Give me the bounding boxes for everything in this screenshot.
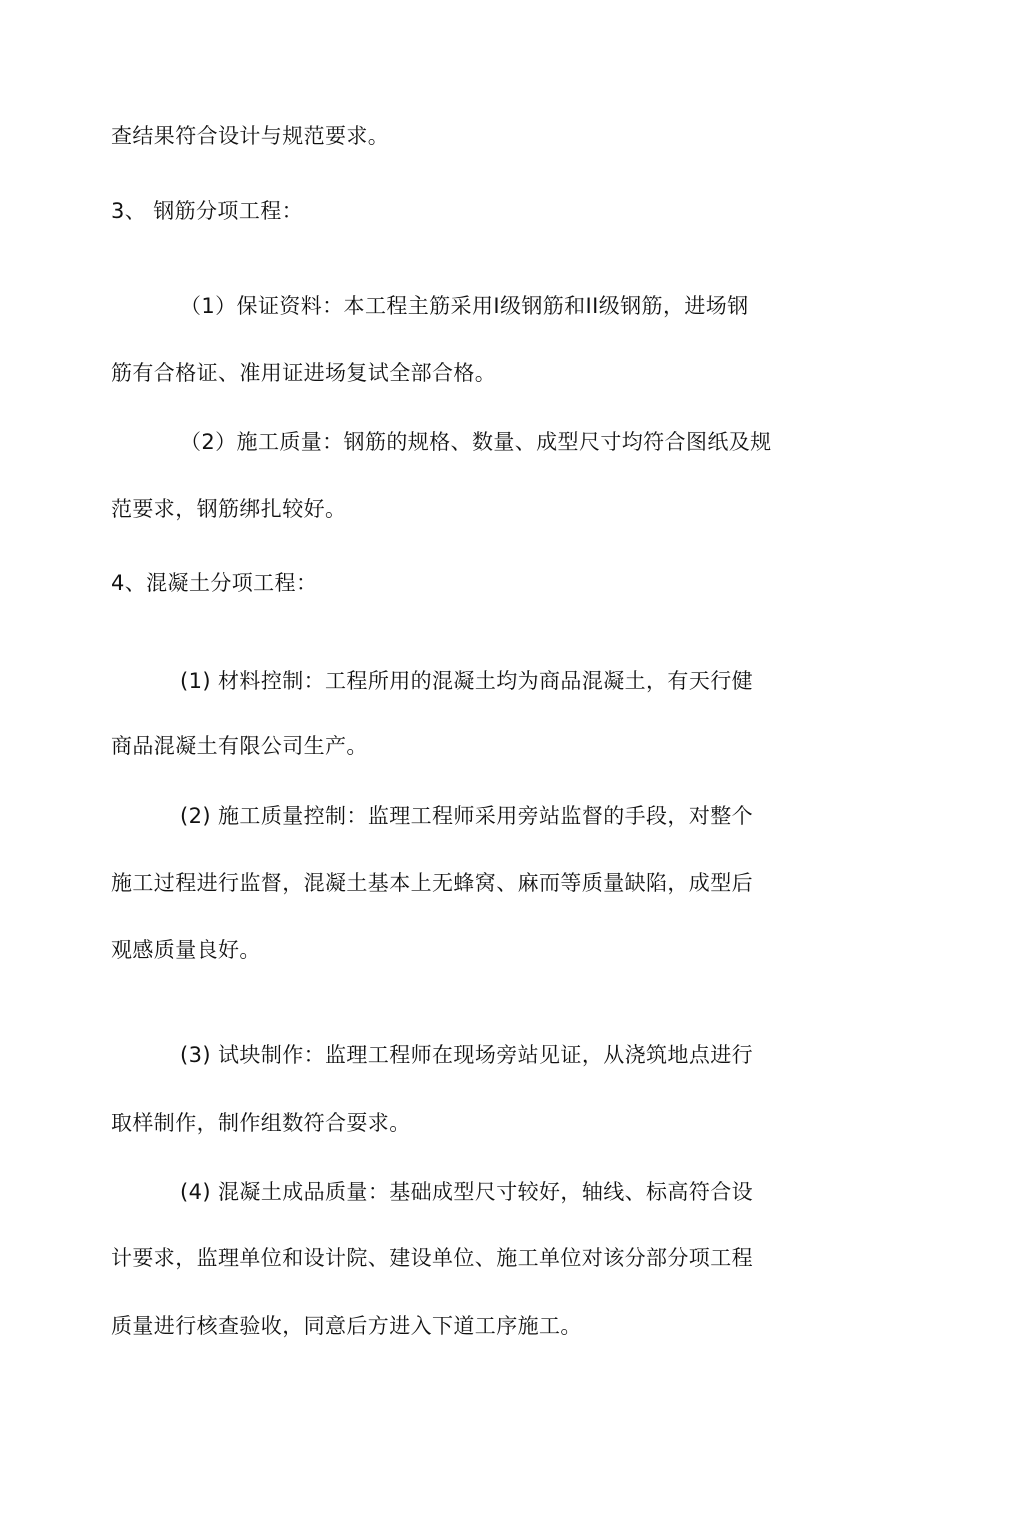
text-line: 观感质量良好。 (111, 938, 261, 962)
text-line: 查结果符合设计与规范要求。 (111, 124, 390, 148)
text-line: 范要求，钢筋绑扎较好。 (111, 497, 347, 521)
text-line: 筋有合格证、准用证进场复试全部合格。 (111, 361, 497, 385)
section-heading-concrete: 4、混凝土分项工程： (111, 571, 318, 595)
text-line: 取样制作，制作组数符合耍求。 (111, 1111, 411, 1135)
text-line: (1) 材料控制：工程所用的混凝土均为商品混凝土，有天行健 (180, 669, 754, 693)
text-line: (4) 混凝土成品质量：基础成型尺寸较好，轴线、标高符合设 (180, 1180, 754, 1204)
text-line: (3) 试块制作：监理工程师在现场旁站见证，从浇筑地点进行 (180, 1043, 754, 1067)
text-line: 计要求，监理单位和设计院、建设单位、施工单位对该分部分项工程 (111, 1246, 753, 1270)
text-line: 施工过程进行监督，混凝土基本上无蜂窝、麻而等质量缺陷，成型后 (111, 871, 753, 895)
section-heading-rebar: 3、 钢筋分项工程： (111, 199, 304, 223)
text-line: (2) 施工质量控制：监理工程师采用旁站监督的手段，对整个 (180, 804, 754, 828)
text-line: （1）保证资料：本工程主筋采用I级钢筋和II级钢筋，进场钢 (180, 294, 749, 318)
text-line: 质量进行核查验收，同意后方进入下道工序施工。 (111, 1314, 582, 1338)
text-line: 商品混凝土有限公司生产。 (111, 734, 368, 758)
text-line: （2）施工质量：钢筋的规格、数量、成型尺寸均符合图纸及规 (180, 430, 772, 454)
